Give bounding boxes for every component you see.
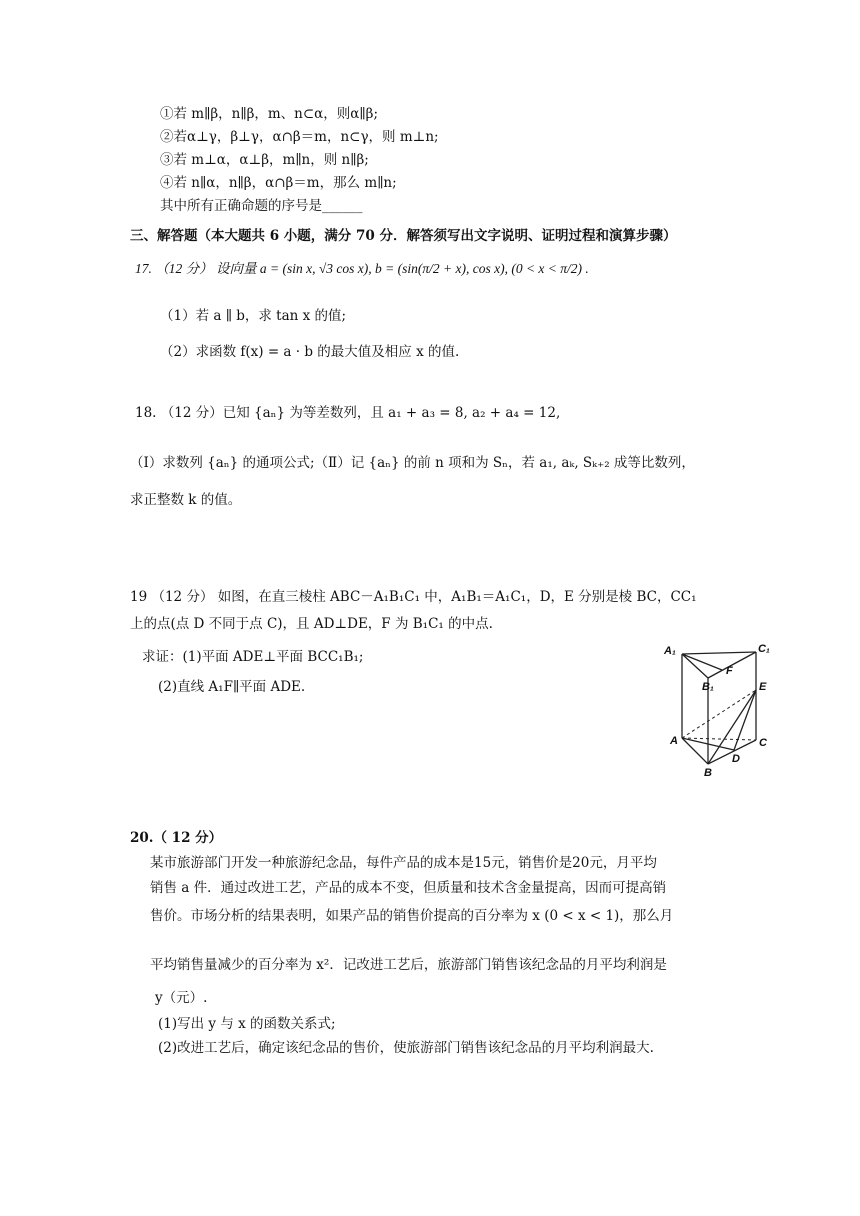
proposition-question: 其中所有正确命题的序号是______ (160, 198, 363, 214)
question-17: 17. （12 分） 设向量 a = (sin x, √3 cos x), b = (sin(π/2 + x), cos x), (0 < x < π/2) . (135, 261, 589, 276)
question-18-end: 求正整数 k 的值。 (130, 492, 242, 508)
prism-figure (660, 640, 790, 780)
question-19-proof1: 求证：(1)平面 ADE⊥平面 BCC₁B₁; (142, 649, 364, 665)
label-B1: B₁ (702, 681, 714, 693)
question-19-line2: 上的点(点 D 不同于点 C)，且 AD⊥DE，F 为 B₁C₁ 的中点. (130, 616, 493, 632)
question-20-line5: y（元）. (155, 990, 208, 1006)
label-B: B (704, 767, 712, 779)
label-C: C (759, 737, 767, 749)
question-20-line3: 售价。市场分析的结果表明，如果产品的销售价提高的百分率为 x (0 < x < 1)，那么月 (150, 908, 674, 924)
proposition-1: ①若 m∥β，n∥β，m、n⊂α，则α∥β; (160, 106, 378, 122)
label-A: A (670, 735, 678, 747)
question-20: 20.（ 12 分） (130, 830, 223, 846)
label-D: D (732, 753, 740, 765)
label-C1: C₁ (758, 643, 770, 655)
question-20-part2: (2)改进工艺后，确定该纪念品的售价，使旅游部门销售该纪念品的月平均利润最大. (158, 1040, 654, 1056)
question-18-parts: （Ⅰ）求数列 {aₙ} 的通项公式;（Ⅱ）记 {aₙ} 的前 n 项和为 Sₙ，若 a₁, aₖ, Sₖ₊₂ 成等比数列， (130, 455, 695, 471)
question-20-line4: 平均销售量减少的百分率为 x²．记改进工艺后，旅游部门销售该纪念品的月平均利润是 (150, 957, 667, 973)
label-F: F (726, 665, 733, 677)
question-17-part2: （2）求函数 f(x) = a · b 的最大值及相应 x 的值. (160, 344, 460, 360)
question-20-part1: (1)写出 y 与 x 的函数关系式; (158, 1016, 336, 1032)
question-19-proof2: (2)直线 A₁F∥平面 ADE. (158, 679, 306, 695)
question-20-line1: 某市旅游部门开发一种旅游纪念品，每件产品的成本是15元，销售价是20元，月平均 (150, 855, 657, 871)
prism-diagram (660, 640, 790, 780)
proposition-3: ③若 m⊥α，α⊥β，m∥n，则 n∥β; (160, 152, 369, 168)
question-20-line2: 销售 a 件．通过改进工艺，产品的成本不变，但质量和技术含金量提高，因而可提高销 (150, 880, 667, 896)
section-3-heading: 三、解答题（本大题共 6 小题，满分 70 分．解答须写出文字说明、证明过程和演算步骤） (130, 228, 677, 244)
proposition-2: ②若α⊥γ，β⊥γ，α∩β＝m，n⊂γ，则 m⊥n; (160, 129, 439, 145)
question-19: 19 （12 分） 如图，在直三棱柱 ABC－A₁B₁C₁ 中，A₁B₁＝A₁C₁，D，E 分别是棱 BC，CC₁ (130, 589, 697, 605)
question-17-part1: （1）若 a ∥ b，求 tan x 的值; (160, 308, 347, 324)
label-E: E (759, 681, 767, 693)
question-18: 18. （12 分）已知 {aₙ} 为等差数列，且 a₁ + a₃ = 8, a₂ + a₄ = 12, (135, 405, 561, 421)
label-A1: A₁ (664, 645, 676, 657)
proposition-4: ④若 n∥α，n∥β，α∩β＝m，那么 m∥n; (160, 175, 397, 191)
